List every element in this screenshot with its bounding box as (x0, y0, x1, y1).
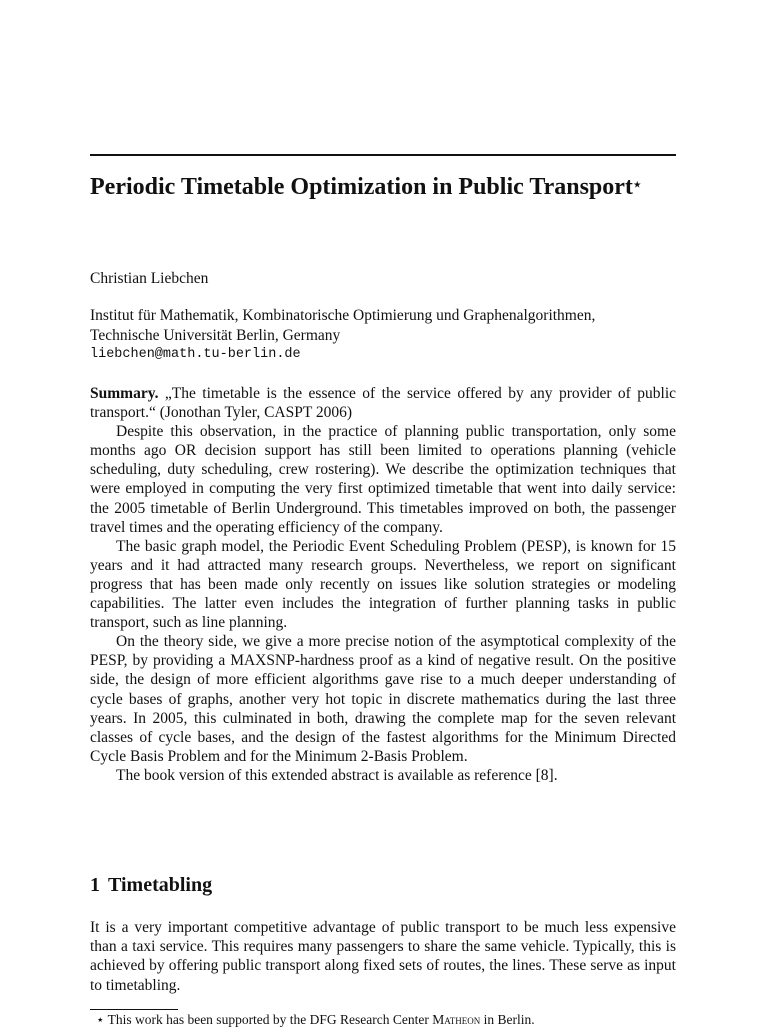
summary-paragraph: Despite this observation, in the practice of planning public transportation, only some months ago OR decision support has still been limited to operations planning (vehicle scheduling, duty scheduling, crew rostering). We describe the optimization techniques that were employed in computing the very first optimized timetable that went into daily service: the 2005 timetable of Berlin Underground. This timetables improved on both, the passenger travel times and the operating efficiency of the company. (90, 423, 676, 536)
section-body-paragraph: It is a very important competitive advantage of public transport to be much less expensive than a taxi service. This requires many passengers to share the same vehicle. Typically, this is achieved by offering public transport along fixed sets of routes, the lines. These serve as input to timetabling. (90, 919, 676, 994)
affiliation-block (90, 306, 676, 365)
top-rule (90, 154, 676, 156)
paper-page (90, 0, 676, 1027)
footnote-center-name: Matheon (432, 1012, 481, 1027)
author-name: Christian Liebchen (90, 270, 209, 287)
footnote-text-end: in Berlin. (480, 1012, 535, 1027)
summary-paragraph: The basic graph model, the Periodic Event Scheduling Problem (PESP), is known for 15 years and it had attracted many research groups. Nevertheless, we report on significant progress that has been made only recently on issues like solution strategies or modeling capabilities. The latter even includes the integration of further planning tasks in public transport, such as line planning. (90, 537, 676, 632)
footnote-rule (90, 1009, 178, 1010)
section-number: 1 (90, 874, 100, 896)
summary-label: Summary. (90, 385, 159, 402)
affiliation-line: Institut für Mathematik, Kombinatorische Optimierung und Graphenalgorithmen, (90, 307, 596, 324)
summary-abstract (90, 384, 676, 785)
summary-paragraph: The book version of this extended abstract is available as reference [8]. (116, 766, 558, 784)
affiliation-line: Technische Universität Berlin, Germany (90, 326, 341, 344)
footnote (96, 1012, 676, 1028)
paper-title-text: Periodic Timetable Optimization in Public Transport (90, 174, 633, 200)
author-email[interactable]: liebchen@math.tu-berlin.de (90, 347, 301, 362)
footnote-mark: ⋆ (96, 1012, 105, 1027)
section-title: Timetabling (108, 874, 213, 896)
section-heading (90, 872, 212, 898)
summary-first-paragraph (90, 384, 676, 422)
paper-title (90, 172, 676, 203)
summary-paragraph: On the theory side, we give a more precise notion of the asymptotical complexity of the PESP, by providing a MAXSNP-hardness proof as a kind of negative result. On the positive side, the design of more efficient algorithms gave rise to a much deeper understanding of cycle bases of graphs, another very hot topic in discrete mathematics during the last three years. In 2005, this culminated in both, drawing the complete map for the seven relevant classes of cycle bases, and the design of the fastest algorithms for the Minimum Directed Cycle Basis Problem and for the Minimum 2-Basis Problem. (90, 633, 676, 765)
footnote-text: This work has been supported by the DFG Research Center (104, 1012, 433, 1027)
summary-quote: „The timetable is the essence of the service offered by any provider of public transport.“ (90, 385, 676, 422)
summary-attribution: (Jonothan Tyler, CASPT 2006) (159, 404, 353, 422)
title-footnote-mark: ⋆ (632, 178, 642, 193)
